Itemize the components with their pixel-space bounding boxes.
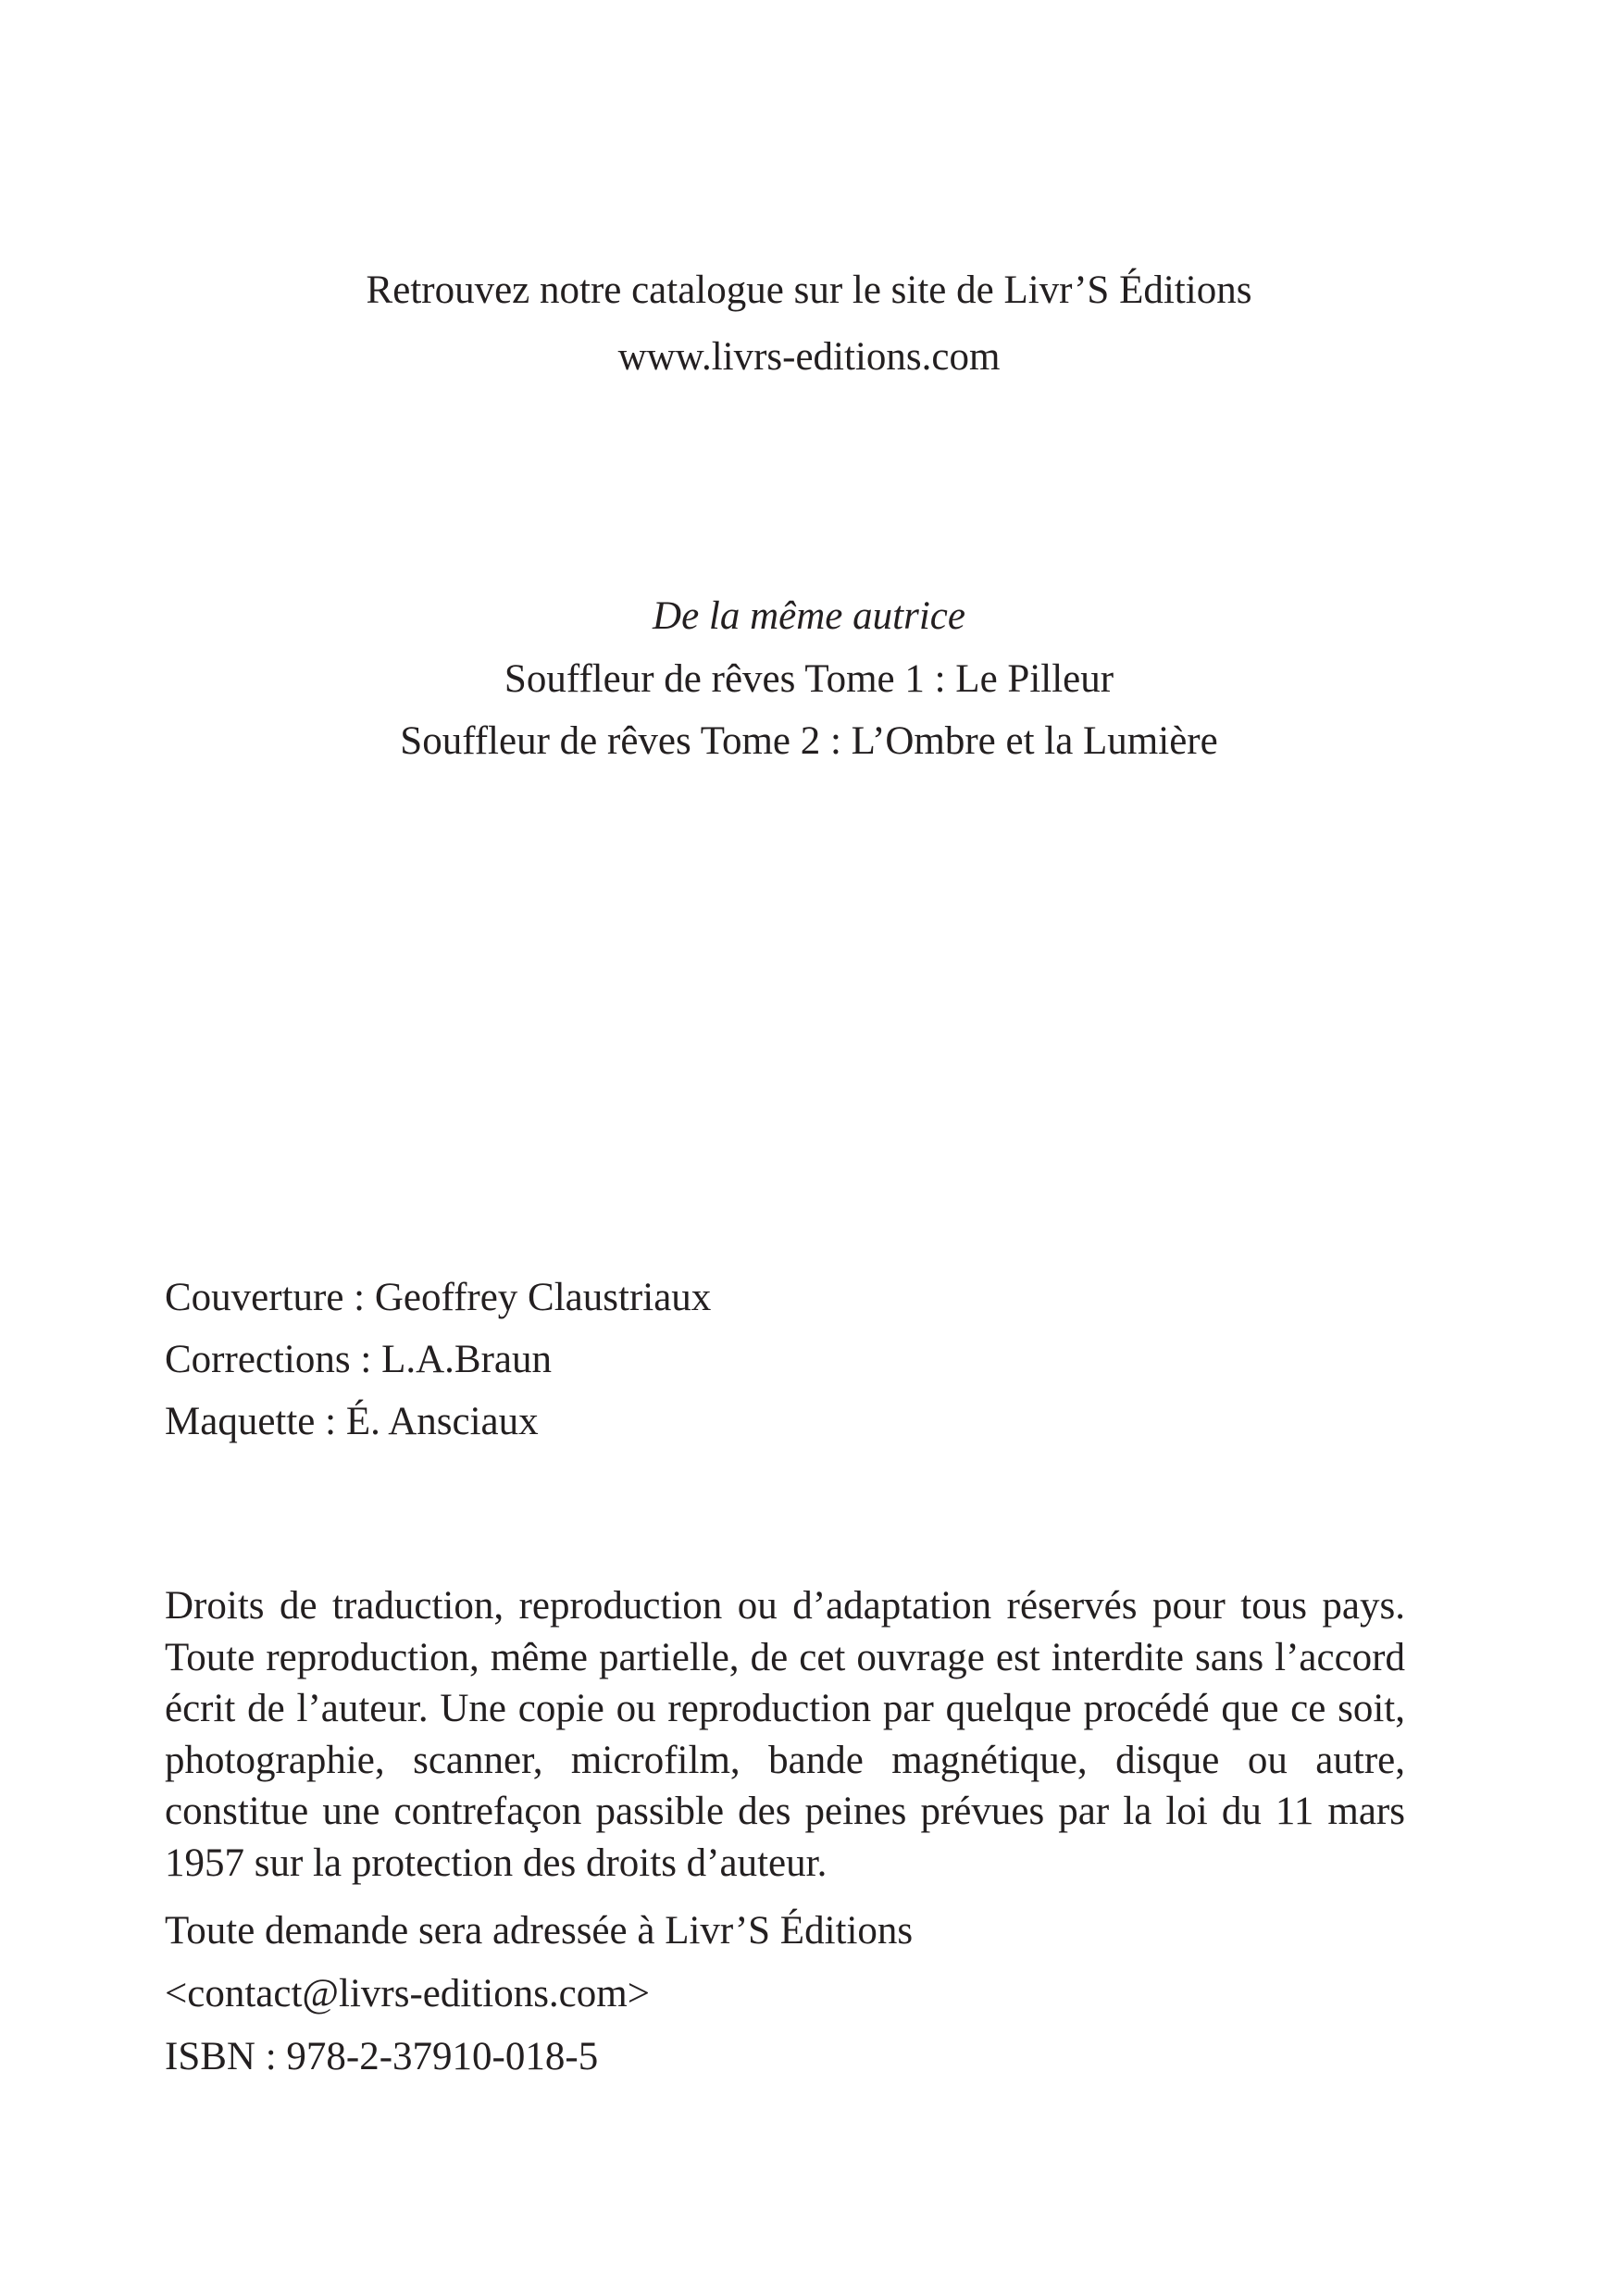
credit-cover: Couverture : Geoffrey Claustriaux xyxy=(165,1276,712,1319)
credit-layout: Maquette : É. Ansciaux xyxy=(165,1400,539,1443)
contact-email: <contact@livrs-editions.com> xyxy=(165,1972,650,2015)
isbn: ISBN : 978-2-37910-018-5 xyxy=(165,2035,599,2078)
same-author-heading: De la même autrice xyxy=(653,594,965,638)
requests-notice: Toute demande sera adressée à Livr’S Éditions xyxy=(165,1909,914,1953)
same-author-book: Souffleur de rêves Tome 2 : L’Ombre et la Lumière xyxy=(400,719,1218,763)
same-author-book: Souffleur de rêves Tome 1 : Le Pilleur xyxy=(504,657,1114,701)
rights-notice: Droits de traduction, reproduction ou d’adaptation réservés pour tous pays. Toute reproduction, même partielle, de cet ouvrage est interdite sans l’accord écrit de l’auteur. Une copie ou reproduction par quelque procédé que ce soit, photographie, scanner, microfilm, bande magnétique, disque ou autre, constitue une contrefaçon passible des peines prévues par la loi du 11 mars 1957 sur la protection des droits d’auteur. xyxy=(165,1584,1405,1885)
catalogue-notice: Retrouvez notre catalogue sur le site de Livr’S Éditions xyxy=(366,268,1252,312)
credit-corrections: Corrections : L.A.Braun xyxy=(165,1338,552,1381)
publisher-website: www.livrs-editions.com xyxy=(617,335,1001,379)
